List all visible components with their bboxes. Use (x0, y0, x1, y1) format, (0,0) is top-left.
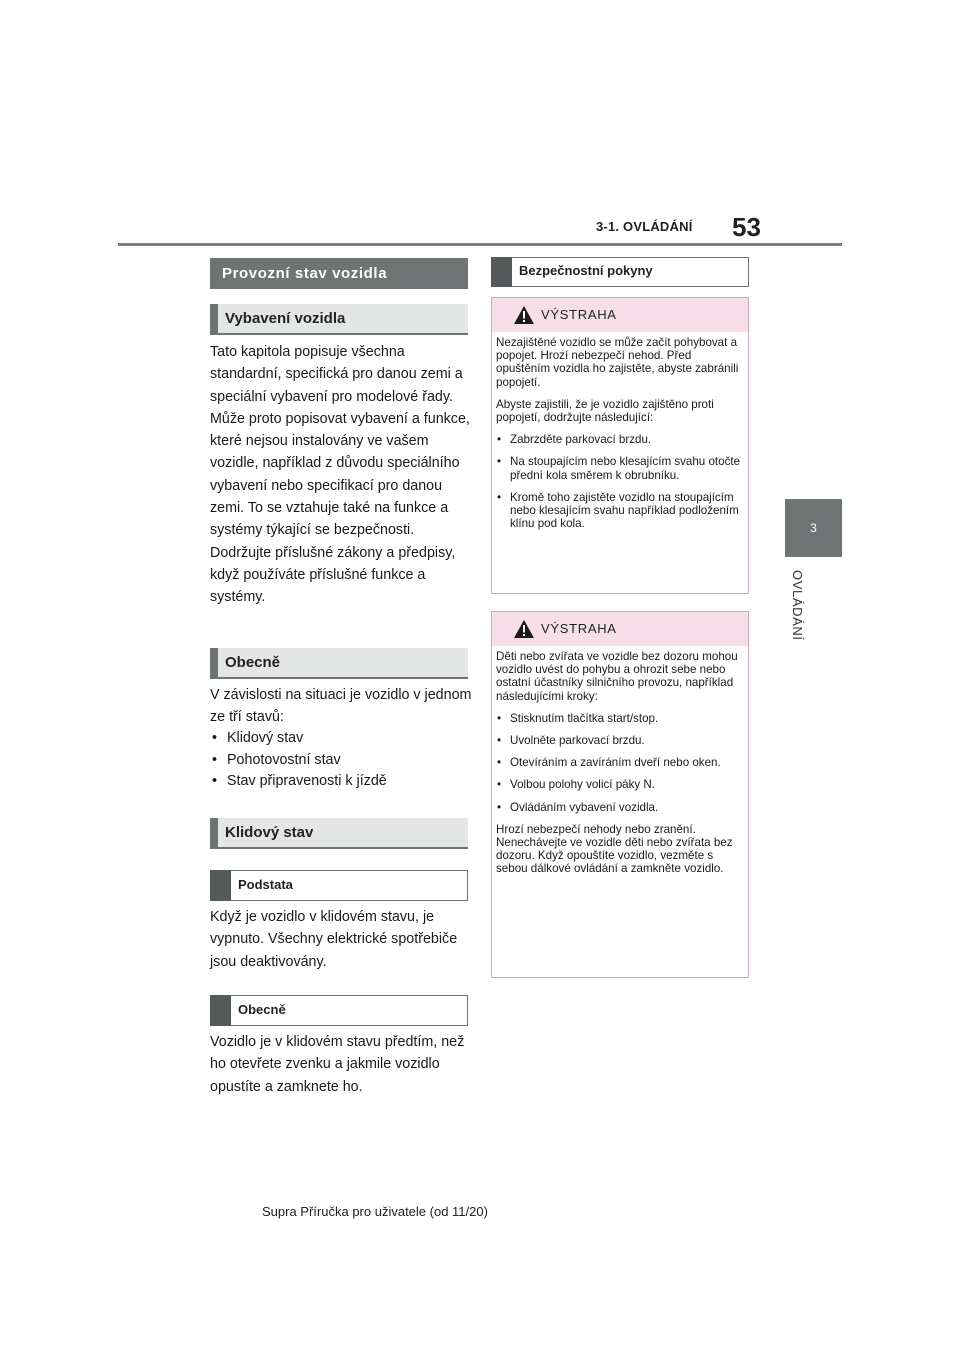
chapter-side-label: OVLÁDÁNÍ (790, 570, 805, 641)
warning-text: Děti nebo zvířata ve vozidle bez dozoru mohou vozidlo uvést do pohybu a ohrozit sebe nebo ostatní účastníky silničního provozu, například následujícími kroky: (496, 650, 738, 703)
warning-box-2 (491, 611, 749, 978)
heading-bezpecnostni-pokyny: Bezpečnostní pokyny (491, 257, 749, 287)
warning-list (496, 712, 742, 814)
warning-header (492, 298, 748, 332)
section-title: 3-1. OVLÁDÁNÍ (596, 219, 693, 234)
heading-klidovy-stav: Klidový stav (210, 818, 468, 849)
page-number: 53 (732, 212, 761, 242)
heading-podstata: Podstata (210, 870, 468, 901)
list-item: • Otevíráním a zavíráním dveří nebo oken. (496, 756, 742, 769)
warning-list (496, 433, 742, 530)
vybaveni-text: Tato kapitola popisuje všechna standardní, specifická pro danou zemi a speciální vybavení pro modelové řady. Může proto popisovat vybavení a funkce, které nejsou instalovány ve vašem vozidle, například z důvodu speciálního vybavení nebo specifikací pro danou zemi. To se vztahuje také na funkce a systémy týkající se bezpečnosti. Dodržujte příslušné zákony a předpisy, když používáte příslušné funkce a systémy. (210, 344, 470, 606)
list-item: • Volbou polohy volicí páky N. (496, 778, 742, 791)
list-item: • Zabrzděte parkovací brzdu. (496, 433, 742, 446)
warning-body (492, 646, 748, 884)
warning-body (492, 332, 748, 538)
obecne-intro: V závislosti na situaci je vozidlo v jednom ze tří stavů: (210, 687, 472, 725)
list-item: • Stav připravenosti k jízdě (210, 771, 472, 793)
obecne-block (210, 685, 472, 793)
warning-triangle-icon (514, 620, 534, 638)
chapter-tab: 3 (785, 499, 842, 557)
warning-text: Nezajištěné vozidlo se může začít pohybovat a popojet. Hrozí nebezpečí nehod. Před opuštěním vozidla ho zajistěte, abyste zabránili popojetí. (496, 336, 739, 389)
list-item: • Klidový stav (210, 728, 472, 750)
list-item: • Uvolněte parkovací brzdu. (496, 734, 742, 747)
footer-text: Supra Příručka pro uživatele (od 11/20) (262, 1204, 488, 1219)
podstata-text: Když je vozidlo v klidovém stavu, je vypnuto. Všechny elektrické spotřebiče jsou deaktivovány. (210, 909, 458, 970)
list-item: • Pohotovostní stav (210, 750, 472, 772)
warning-box-1 (491, 297, 749, 594)
warning-triangle-icon (514, 306, 534, 324)
warning-title: VÝSTRAHA (541, 621, 617, 636)
state-list (210, 728, 472, 793)
list-item: • Kromě toho zajistěte vozidlo na stoupajícím nebo klesajícím svahu například podložením klínu pod kola. (496, 491, 742, 531)
warning-text: Abyste zajistili, že je vozidlo zajištěno proti popojetí, dodržujte následující: (496, 397, 714, 425)
list-item: • Stisknutím tlačítka start/stop. (496, 712, 742, 725)
warning-text: Hrozí nebezpečí nehody nebo zranění. Nenechávejte ve vozidle děti nebo zvířata bez dozoru. Když opouštíte vozidlo, vezměte s sebou dálkové ovládání a zamkněte vozidlo. (496, 822, 733, 876)
main-heading: Provozní stav vozidla (210, 258, 468, 289)
heading-obecne-2: Obecně (210, 995, 468, 1026)
obecne-2-text: Vozidlo je v klidovém stavu předtím, než ho otevřete zvenku a jakmile vozidlo opustíte a zamknete ho. (210, 1034, 465, 1095)
heading-vybaveni: Vybavení vozidla (210, 304, 468, 335)
warning-title: VÝSTRAHA (541, 307, 617, 322)
list-item: • Ovládáním vybavení vozidla. (496, 801, 742, 814)
heading-obecne: Obecně (210, 648, 468, 679)
list-item: • Na stoupajícím nebo klesajícím svahu otočte přední kola směrem k obrubníku. (496, 455, 742, 481)
warning-header (492, 612, 748, 646)
header-rule (118, 243, 842, 246)
